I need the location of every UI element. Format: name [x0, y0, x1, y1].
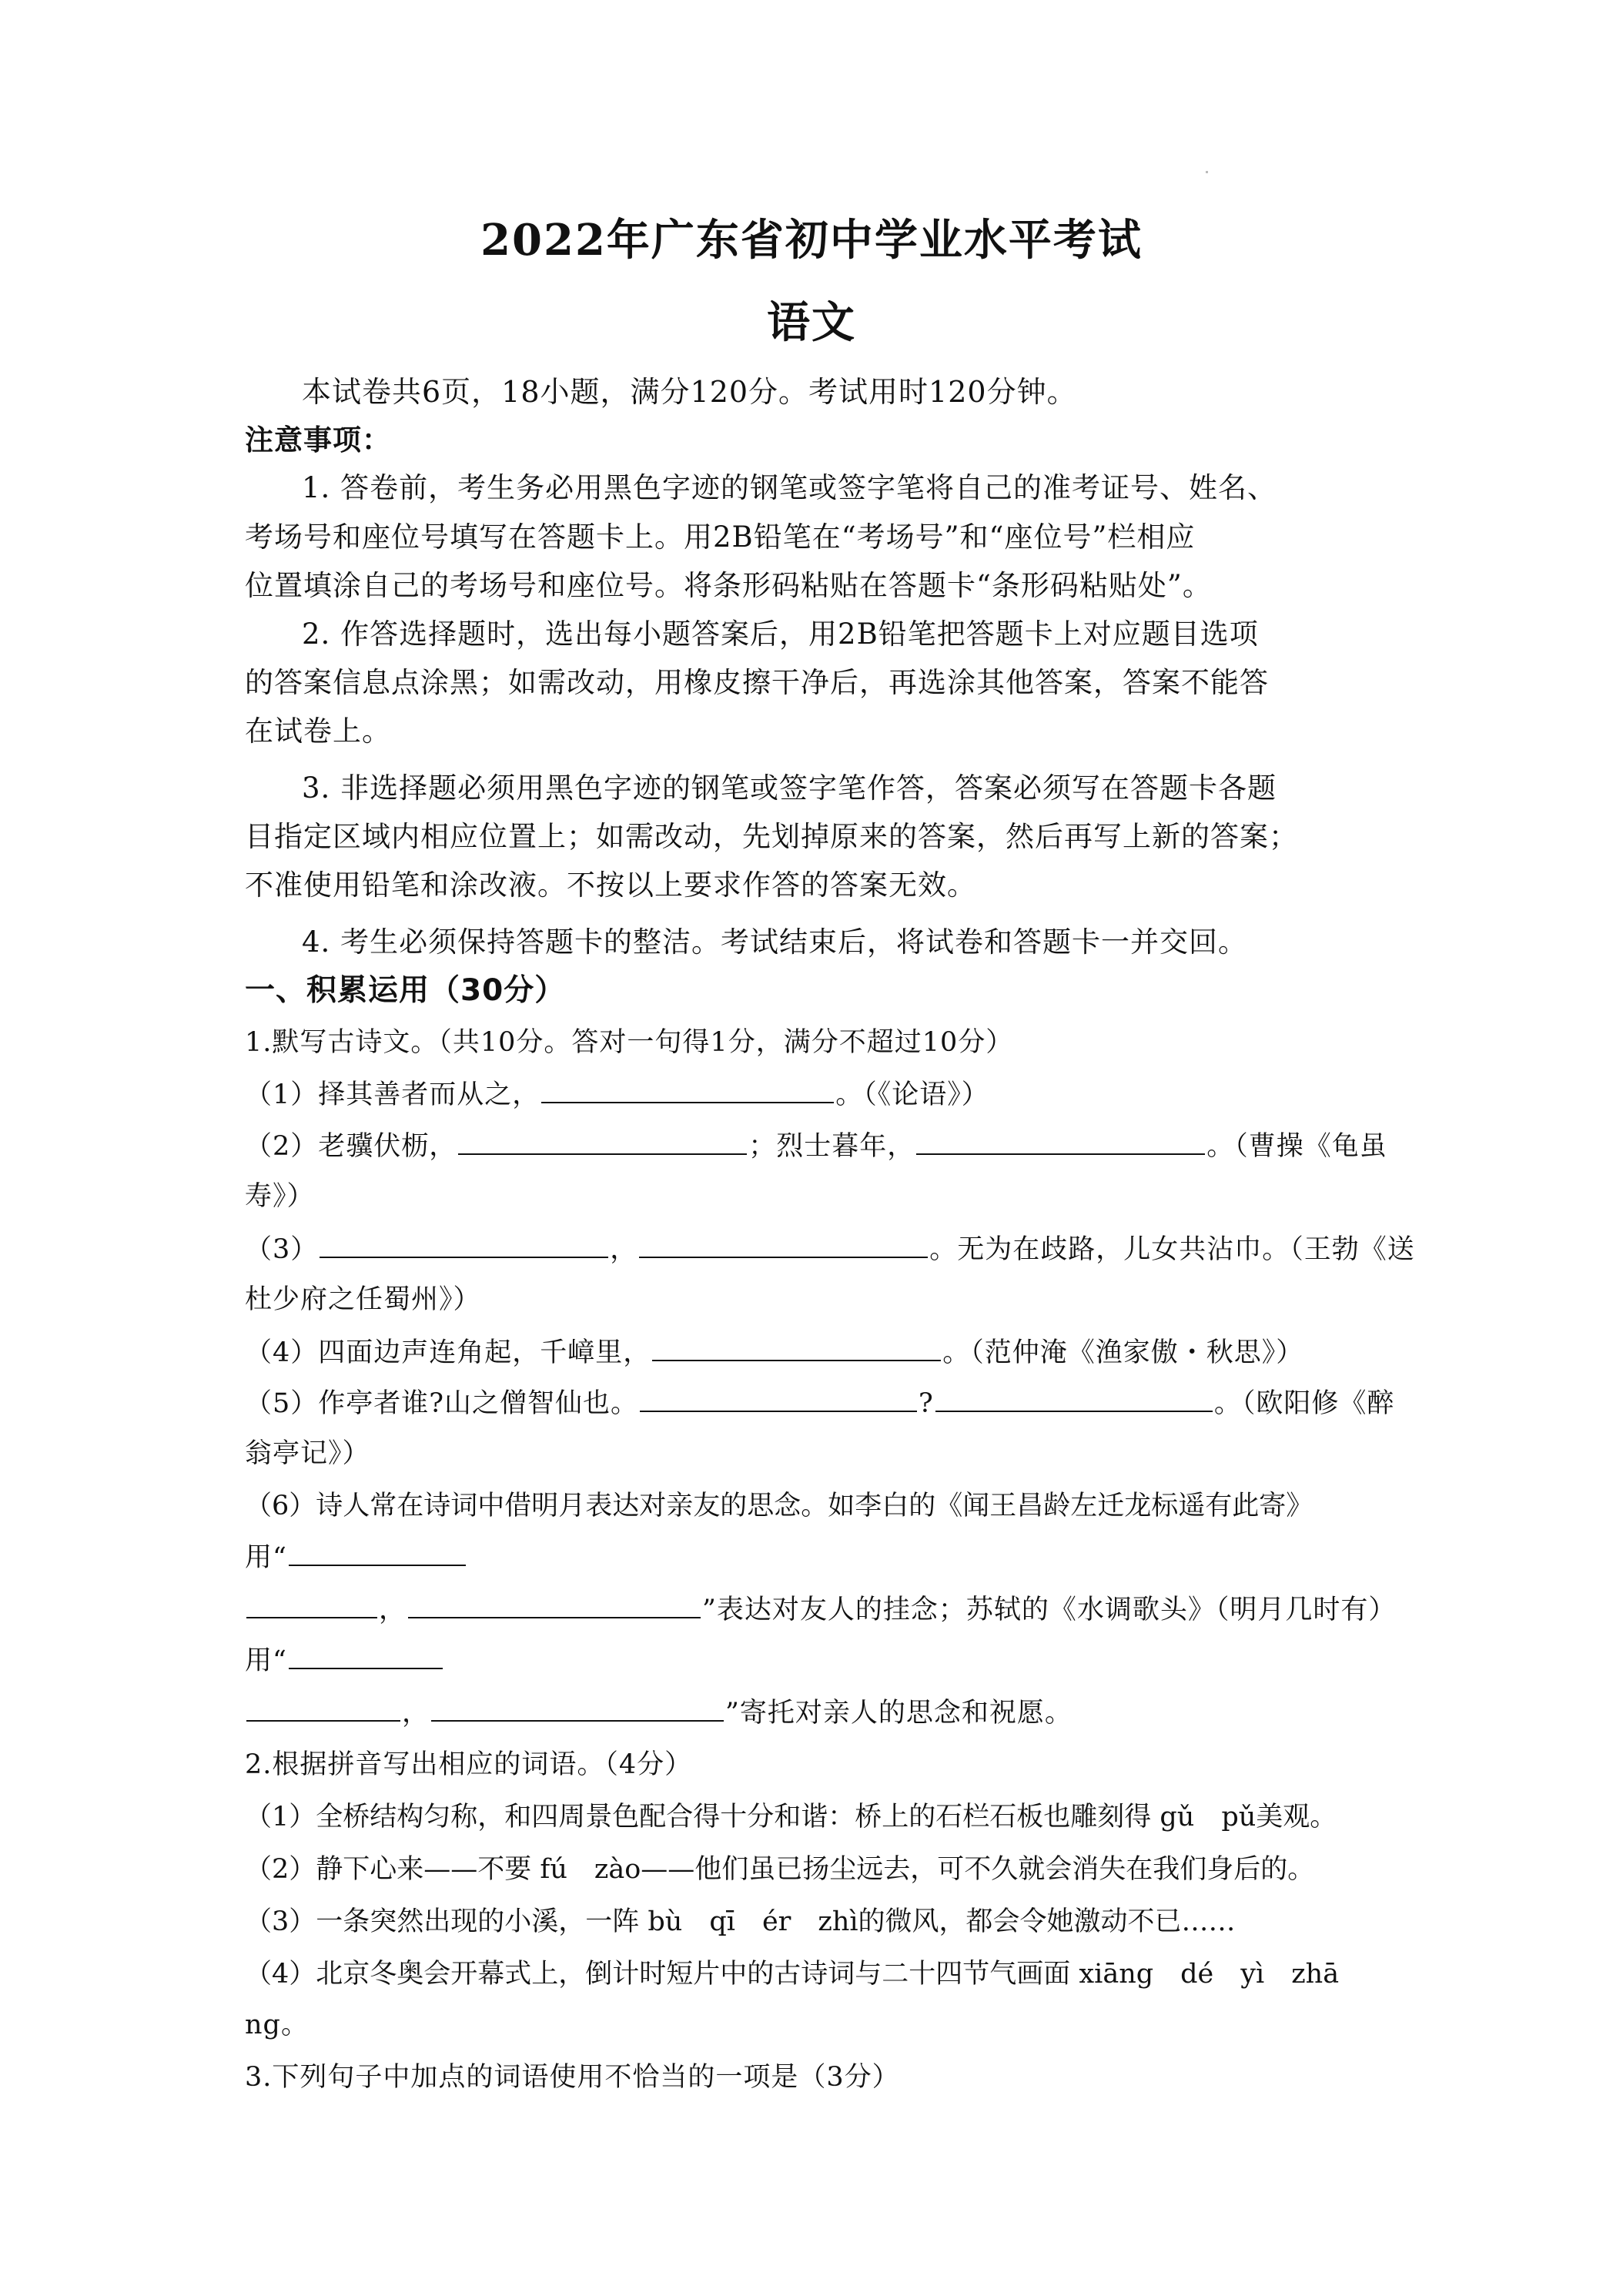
notice-1-line-3: 位置填涂自己的考场号和座位号。将条形码粘贴在答题卡“条形码粘贴处”。 — [245, 569, 1212, 602]
q2-item-4: （4）北京冬奥会开幕式上，倒计时短片中的古诗词与二十四节气画面 xiāng dé yì zhā — [245, 1959, 1340, 1990]
q1-item-3: （3） ， 。无为在歧路，儿女共沾巾。（王勃《送 — [245, 1230, 1392, 1268]
notice-2-line-2: 的答案信息点涂黑；如需改动，用橡皮擦干净后，再选涂其他答案，答案不能答 — [245, 666, 1269, 699]
q1-item-2: （2）老骥伏枥， ；烈士暮年， 。（曹操《龟虽 — [245, 1127, 1392, 1165]
q2-item-2: （2）静下心来——不要 fú zào——他们虽已扬尘远去，可不久就会消失在我们身后的。 — [245, 1854, 1315, 1885]
scan-speck — [1206, 171, 1208, 173]
answer-blank[interactable] — [541, 1076, 834, 1103]
answer-blank[interactable] — [246, 1591, 377, 1618]
notice-1-line-1: 1. 答卷前，考生务必用黑色字迹的钢笔或签字笔将自己的准考证号、姓名、 — [302, 471, 1277, 504]
answer-blank[interactable] — [639, 1230, 928, 1258]
answer-blank[interactable] — [916, 1127, 1205, 1155]
notice-3-line-1: 3. 非选择题必须用黑色字迹的钢笔或签字笔作答，答案必须写在答题卡各题 — [302, 771, 1277, 805]
answer-blank[interactable] — [652, 1334, 941, 1361]
answer-blank[interactable] — [289, 1538, 466, 1566]
answer-blank[interactable] — [289, 1642, 443, 1669]
q2-item-1: （1）全桥结构匀称，和四周景色配合得十分和谐：桥上的石栏石板也雕刻得 gǔ pǔ美观。 — [245, 1802, 1337, 1832]
notice-3-line-2: 目指定区域内相应位置上；如需改动，先划掉原来的答案，然后再写上新的答案； — [245, 820, 1298, 853]
answer-blank[interactable] — [408, 1591, 701, 1618]
answer-blank[interactable] — [431, 1694, 724, 1722]
q1-item-4: （4）四面边声连角起，千嶂里， 。（范仲淹《渔家傲・秋思》） — [245, 1334, 1392, 1371]
subject-title: 语文 — [767, 297, 856, 348]
q1-stem: 1.默写古诗文。（共10分。答对一句得1分，满分不超过10分） — [245, 1027, 1014, 1058]
q1-item-5: （5）作亭者谁?山之僧智仙也。 ? 。（欧阳修《醉 — [245, 1384, 1392, 1422]
notice-2-line-1: 2. 作答选择题时，选出每小题答案后，用2B铅笔把答题卡上对应题目选项 — [302, 618, 1259, 651]
answer-blank[interactable] — [458, 1127, 747, 1155]
q1-item-2-cont: 寿》） — [245, 1181, 315, 1212]
exam-intro: 本试卷共6页，18小题，满分120分。考试用时120分钟。 — [302, 375, 1077, 409]
answer-blank[interactable] — [640, 1384, 917, 1412]
q3-stem: 3.下列句子中加点的词语使用不恰当的一项是（3分） — [245, 2062, 900, 2093]
section-1-heading: 一、积累运用（30分） — [245, 973, 566, 1008]
q1-item-6-line-2: 用“ — [245, 1538, 1392, 1576]
answer-blank[interactable] — [935, 1384, 1213, 1412]
notice-heading: 注意事项： — [245, 423, 391, 457]
notice-2-line-3: 在试卷上。 — [245, 715, 391, 748]
q1-item-3-cont: 杜少府之任蜀州》） — [245, 1284, 481, 1315]
answer-blank[interactable] — [320, 1230, 608, 1258]
q1-item-5-cont: 翁亭记》） — [245, 1438, 370, 1469]
q1-item-6-line-5: ， ”寄托对亲人的思念和祝愿。 — [245, 1694, 1392, 1732]
q2-stem: 2.根据拼音写出相应的词语。（4分） — [245, 1749, 693, 1780]
q1-item-6-line-3: ， ”表达对友人的挂念；苏轼的《水调歌头》（明月几时有） — [245, 1591, 1392, 1628]
q1-item-1: （1）择其善者而从之， 。（《论语》） — [245, 1076, 1392, 1113]
q2-item-3: （3）一条突然出现的小溪，一阵 bù qī ér zhì的微风，都会令她激动不已…… — [245, 1906, 1236, 1937]
q1-item-6-line-4: 用“ — [245, 1642, 1392, 1679]
exam-title: 2022年广东省初中学业水平考试 — [480, 215, 1143, 266]
q1-item-6: （6）诗人常在诗词中借明月表达对亲友的思念。如李白的《闻王昌龄左迁龙标遥有此寄》 — [245, 1491, 1313, 1521]
notice-3-line-3: 不准使用铅笔和涂改液。不按以上要求作答的答案无效。 — [245, 869, 976, 902]
q2-item-4-cont: ng。 — [245, 2010, 309, 2040]
notice-4: 4. 考生必须保持答题卡的整洁。考试结束后，将试卷和答题卡一并交回。 — [302, 925, 1248, 959]
notice-1-line-2: 考场号和座位号填写在答题卡上。用2B铅笔在“考场号”和“座位号”栏相应 — [245, 520, 1196, 554]
answer-blank[interactable] — [246, 1694, 400, 1722]
